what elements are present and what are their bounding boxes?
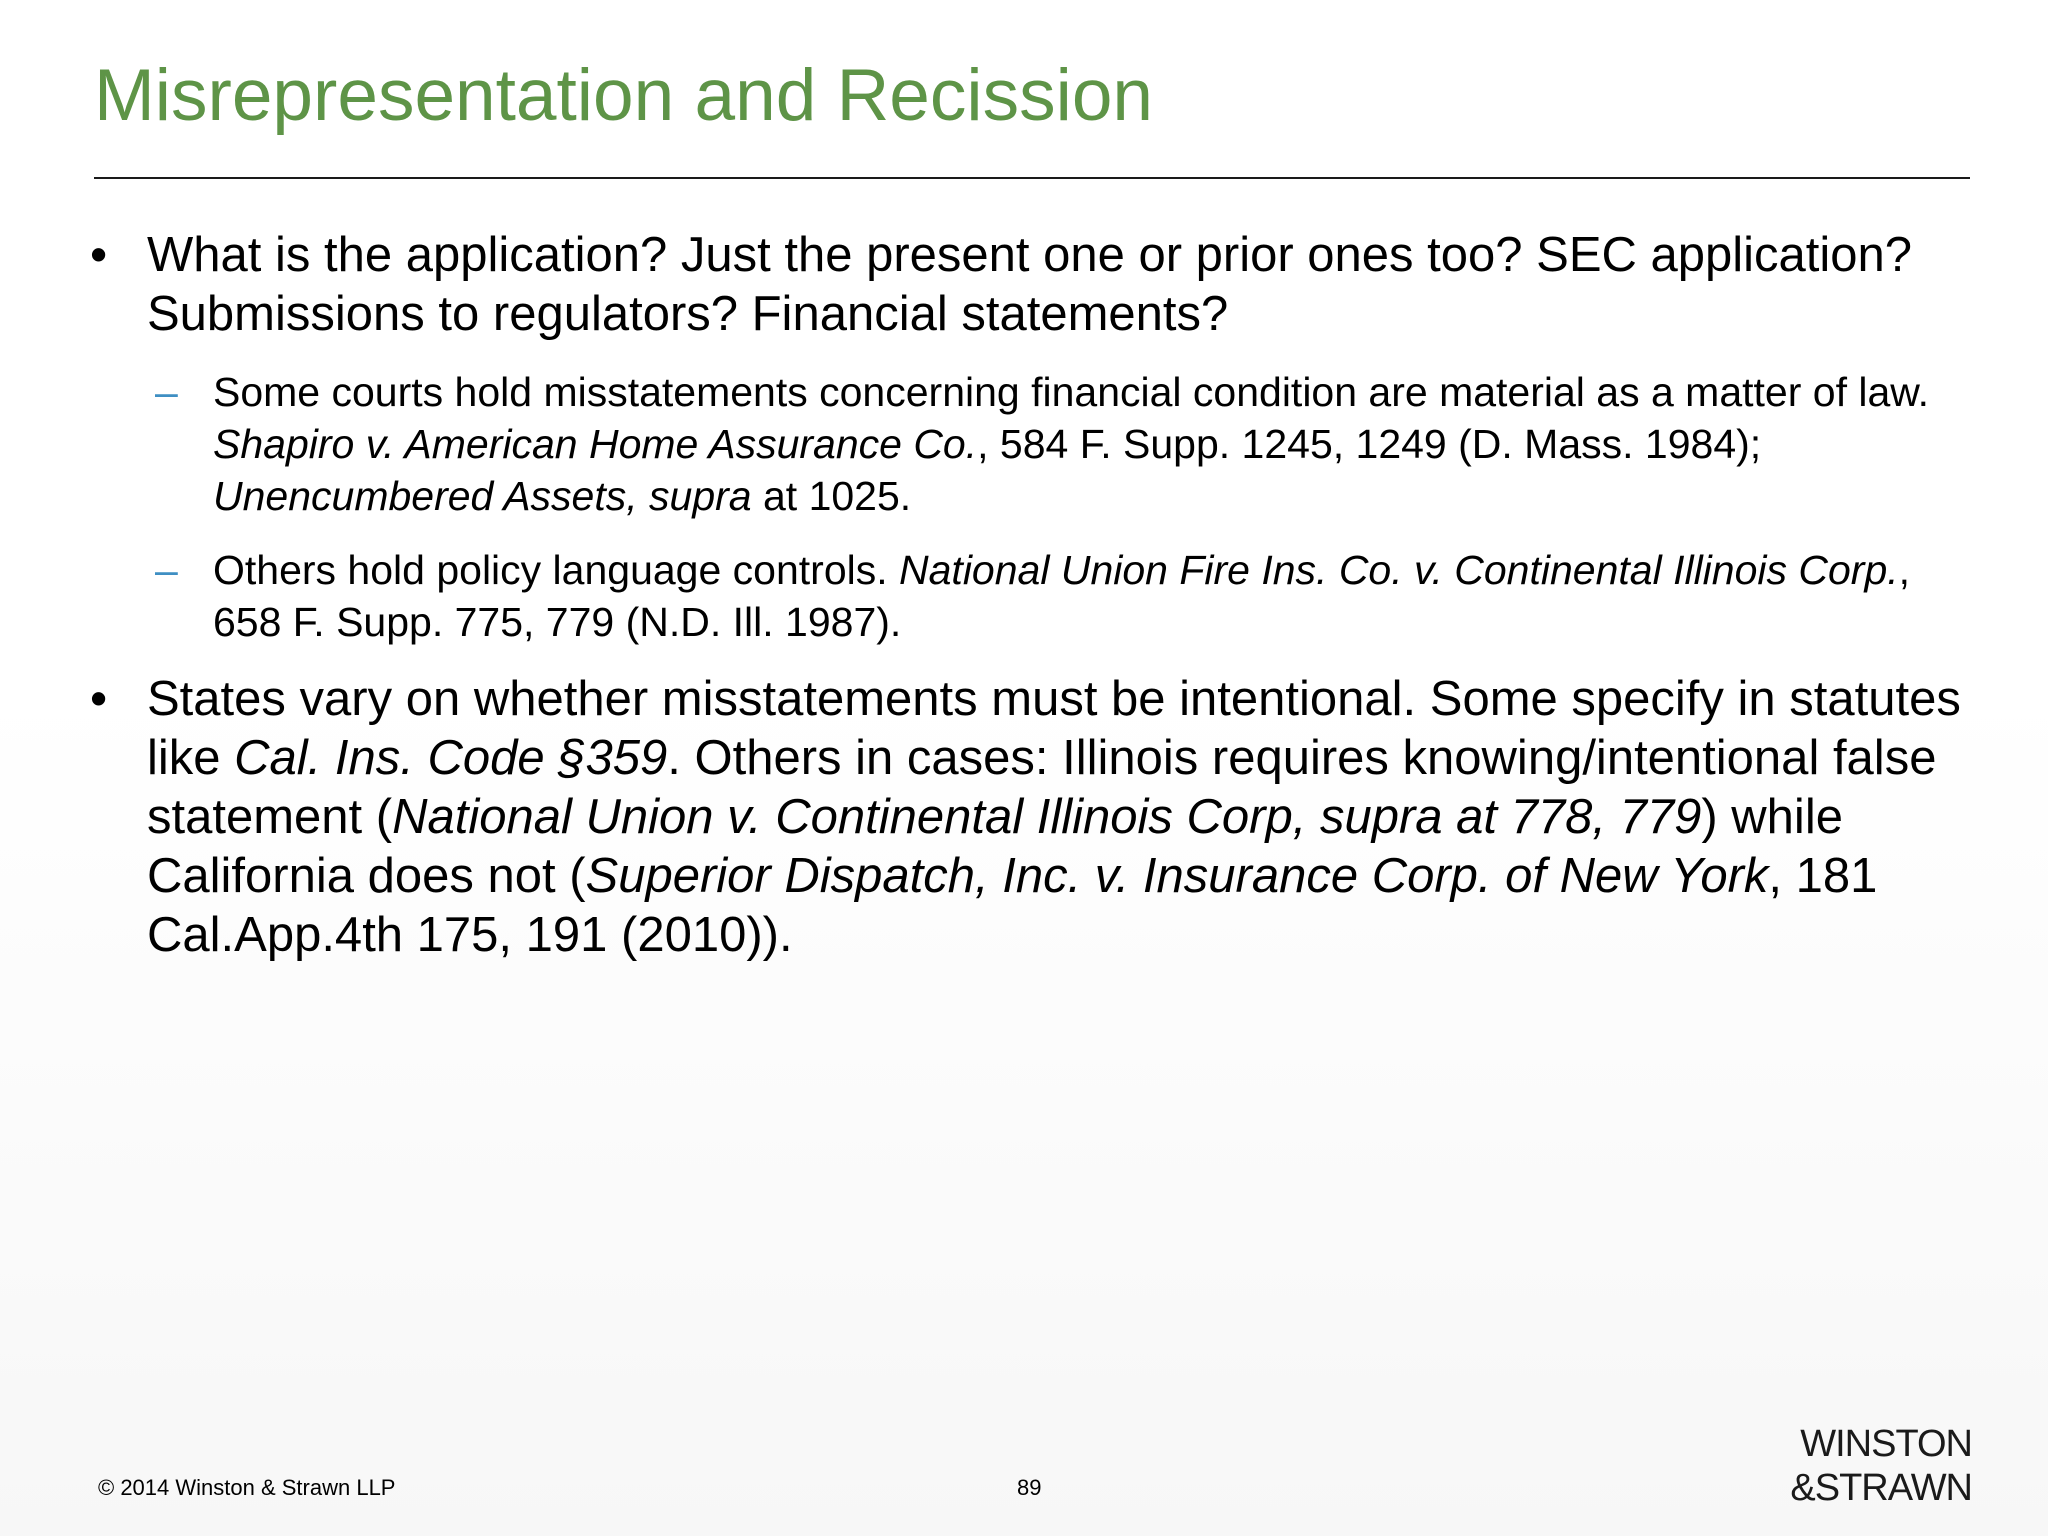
copyright-notice: © 2014 Winston & Strawn LLP [98, 1475, 396, 1500]
winston-strawn-logo [1782, 1422, 1972, 1504]
sub-text: , 658 F. Supp. 775, 779 (N.D. Ill. 1987). [213, 547, 1911, 645]
sub-text: , 584 F. Supp. 1245, 1249 (D. Mass. 1984); [977, 421, 1762, 467]
bullet-states-vary [90, 670, 1970, 965]
case-citation: National Union Fire Ins. Co. v. Continental Illinois Corp. [899, 547, 1899, 593]
bullet-text: . Others in cases: Illinois requires knowing/intentional false statement ( [147, 731, 1937, 844]
bullet-glyph: • [90, 672, 108, 726]
bullet-glyph: • [90, 228, 108, 282]
dash-glyph: – [155, 369, 178, 415]
bullet-text: , 181 Cal.App.4th 175, 191 (2010)). [147, 849, 1878, 962]
page-number: 89 [1017, 1475, 1042, 1500]
bullet-text: ) while California does not ( [147, 790, 1843, 903]
sub-text: Some courts hold misstatements concerning financial condition are material as a matter of law. [213, 369, 1929, 415]
bullet-text: What is the application? Just the present one or prior ones too? SEC application? Submissions to regulators? Financial statements? [147, 228, 1913, 341]
bullet-text: States vary on whether misstatements must be intentional. Some specify in statutes like [147, 672, 1961, 785]
logo-line-1: WINSTON [1800, 1423, 1972, 1465]
sub-bullet-material [147, 366, 1970, 522]
case-citation: Unencumbered Assets, supra [213, 473, 752, 519]
case-citation: National Union v. Continental Illinois Corp, supra at 778, 779 [392, 790, 1702, 844]
dash-glyph: – [155, 547, 178, 593]
sub-text: at 1025. [751, 473, 912, 519]
bullet-application [90, 226, 1970, 344]
sub-bullet-policy-language [147, 544, 1970, 648]
slide-title: Misrepresentation and Recission [94, 55, 1154, 136]
logo-line-2: &STRAWN [1790, 1467, 1972, 1504]
slide-content [90, 226, 1970, 987]
case-citation: Shapiro v. American Home Assurance Co. [213, 421, 978, 467]
case-citation: Superior Dispatch, Inc. v. Insurance Corp. of New York [585, 849, 1769, 903]
statute-citation: Cal. Ins. Code §359 [234, 731, 668, 785]
sub-text: Others hold policy language controls. [213, 547, 900, 593]
title-divider [94, 177, 1970, 179]
